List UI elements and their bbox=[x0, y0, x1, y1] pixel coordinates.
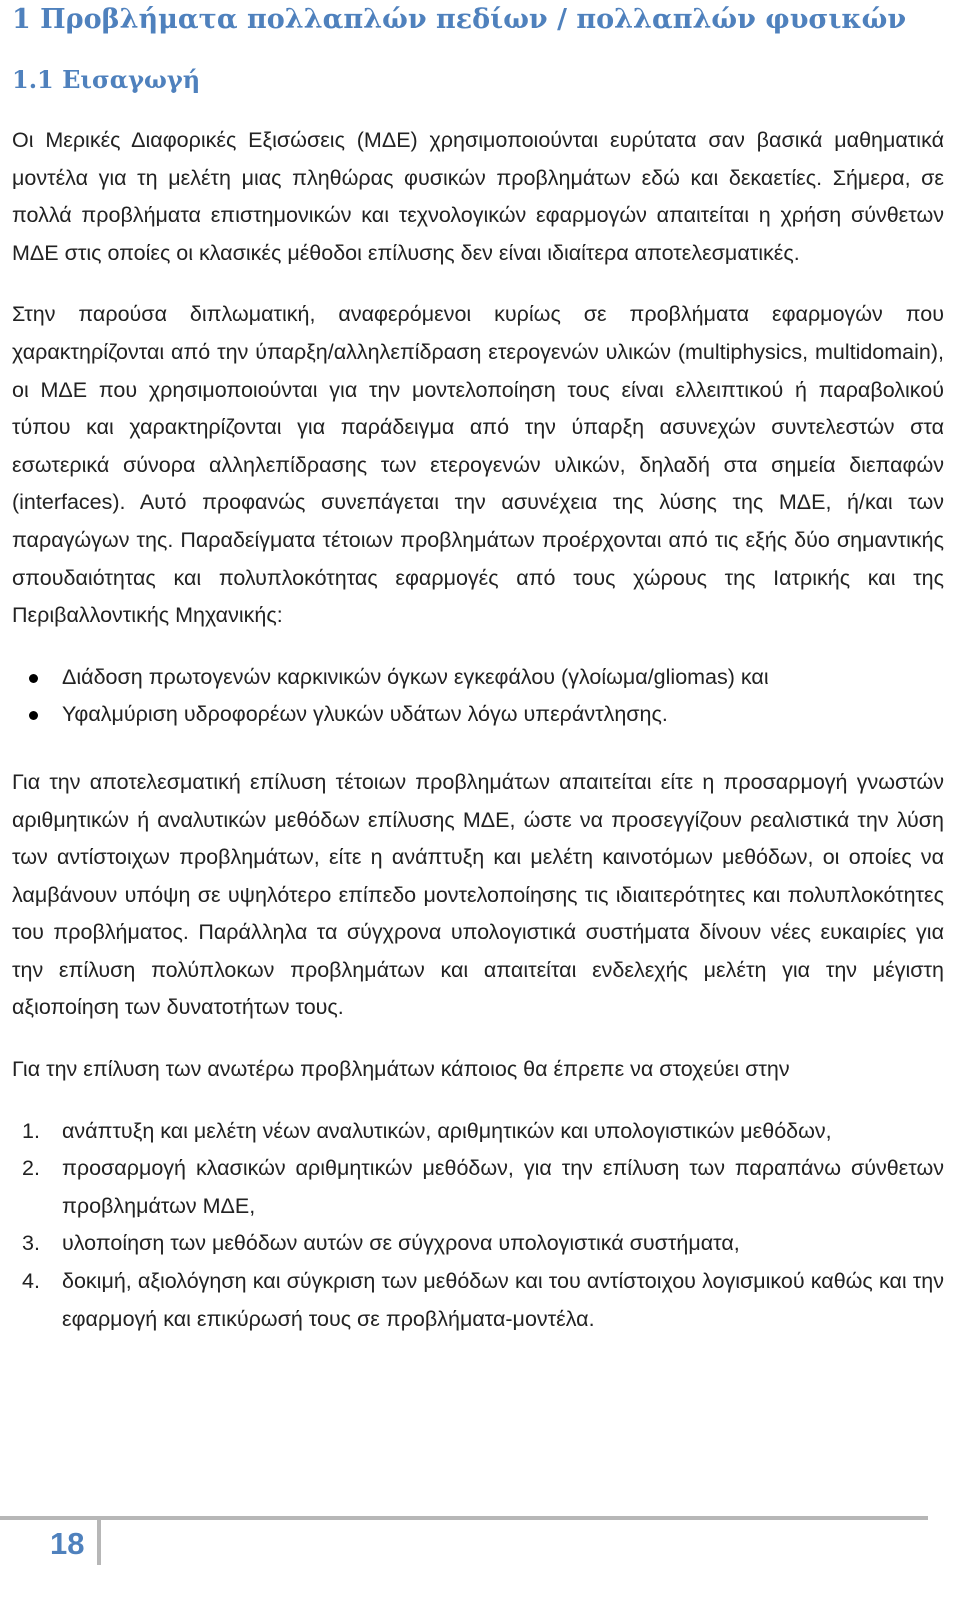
paragraph-intro: Οι Μερικές Διαφορικές Εξισώσεις (ΜΔΕ) χρησιμοποιούνται ευρύτατα σαν βασικά μαθηματικά μοντέλα για τη μελέτη μιας πληθώρας φυσικών προβλημάτων εδώ και δεκαετίες. Σήμερα, σε πολλά προβλήματα επιστημονικών και τεχνολογικών εφαρμογών απαιτείται η χρήση σύνθετων ΜΔΕ στις οποίες οι κλασικές μέθοδοι επίλυσης δεν είναι ιδιαίτερα αποτελεσματικές. bbox=[12, 128, 944, 265]
paragraph-efficient-solution: Για την αποτελεσματική επίλυση τέτοιων προβλημάτων απαιτείται είτε η προσαρμογή γνωστών αριθμητικών ή αναλυτικών μεθόδων επίλυσης ΜΔΕ, ώστε να προσεγγίζουν ρεαλιστικά την λύση των αντίστοιχων προβλημάτων, είτε η ανάπτυξη και μελέτη καινοτόμων μεθόδων, οι οποίες να λαμβάνουν υπόψη σε υψηλότερο επίπεδο μοντελοποίησης τις ιδιαιτερότητες και πολυπλοκότητες του προβλήματος. Παράλληλα τα σύγχρονα υπολογιστικά συστήματα δίνουν νέες ευκαιρίες για την επίλυση πολύπλοκων προβλημάτων και απαιτείται ενδελεχής μελέτη για την μέγιστη αξιοποίηση των δυνατοτήτων τους. bbox=[12, 769, 944, 1020]
paragraph-goals-intro: Για την επίλυση των ανωτέρω προβλημάτων κάποιος θα έπρεπε να στοχεύει στην bbox=[12, 1057, 790, 1082]
item-number: 1. bbox=[22, 1118, 40, 1143]
numbered-item bbox=[12, 1150, 944, 1225]
chapter-title: 1 Προβλήματα πολλαπλών πεδίων / πολλαπλών φυσικών bbox=[12, 4, 907, 35]
page-number: 18 bbox=[50, 1526, 85, 1561]
item-text: υλοποίηση των μεθόδων αυτών σε σύγχρονα υπολογιστικά συστήματα, bbox=[62, 1231, 740, 1256]
application-bullet-list bbox=[12, 659, 944, 734]
goals-numbered-list bbox=[12, 1113, 944, 1339]
paragraph-thesis-scope: Στην παρούσα διπλωματική, αναφερόμενοι κυρίως σε προβλήματα εφαρμογών που χαρακτηρίζονται από την ύπαρξη/αλληλεπίδραση ετερογενών υλικών (multiphysics, multidomain), οι ΜΔΕ που χρησιμοποιούνται για την μοντελοποίηση τους είναι ελλειπτικού ή παραβολικού τύπου και χαρακτηρίζονται για παράδειγμα από την ύπαρξη ασυνεχών συντελεστών στα εσωτερικά σύνορα αλληλεπίδρασης των ετερογενών υλικών, δηλαδή στα σημεία διεπαφών (interfaces). Αυτό προφανώς συνεπάγεται την ασυνέχεια της λύσης της ΜΔΕ, ή/και των παραγώγων της. Παραδείγματα τέτοιων προβλημάτων προέρχονται από τις εξής δύο σημαντικής σπουδαιότητας και πολυπλοκότητας εφαρμογές από τους χώρους της Ιατρικής και της Περιβαλλοντικής Μηχανικής: bbox=[12, 302, 944, 628]
footer-vertical-divider bbox=[97, 1520, 101, 1565]
item-number: 3. bbox=[22, 1231, 40, 1256]
item-number: 2. bbox=[22, 1156, 40, 1181]
bullet-text: Υφαλμύριση υδροφορέων γλυκών υδάτων λόγω υπεράντλησης. bbox=[62, 702, 668, 727]
item-text: ανάπτυξη και μελέτη νέων αναλυτικών, αριθμητικών και υπολογιστικών μεθόδων, bbox=[62, 1118, 832, 1143]
document-page bbox=[12, 0, 944, 1338]
footer-divider bbox=[0, 1516, 928, 1520]
bullet-icon bbox=[29, 711, 38, 720]
numbered-item bbox=[12, 1263, 944, 1338]
bullet-item bbox=[12, 659, 944, 697]
bullet-item bbox=[12, 696, 944, 734]
bullet-text: Διάδοση πρωτογενών καρκινικών όγκων εγκεφάλου (γλοίωμα/gliomas) και bbox=[62, 664, 769, 689]
numbered-item bbox=[12, 1113, 944, 1151]
item-number: 4. bbox=[22, 1269, 40, 1294]
item-text: δοκιμή, αξιολόγηση και σύγκριση των μεθόδων και του αντίστοιχου λογισμικού καθώς και την εφαρμογή και επικύρωσή τους σε προβλήματα-μοντέλα. bbox=[62, 1269, 944, 1331]
numbered-item bbox=[12, 1225, 944, 1263]
item-text: προσαρμογή κλασικών αριθμητικών μεθόδων, για την επίλυση των παραπάνω σύνθετων προβλημάτων ΜΔΕ, bbox=[62, 1156, 944, 1218]
section-title: 1.1 Εισαγωγή bbox=[12, 65, 201, 94]
bullet-icon bbox=[29, 674, 38, 683]
